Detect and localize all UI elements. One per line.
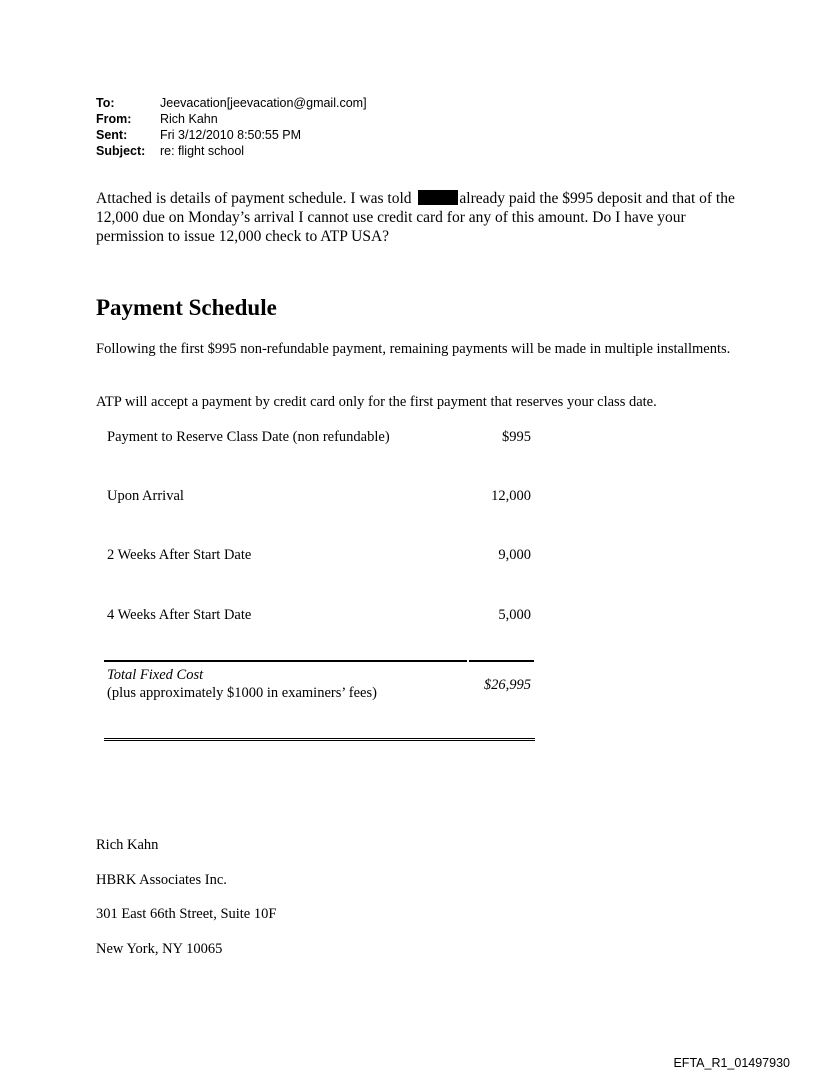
row-amount: 5,000 <box>498 607 531 623</box>
row-label: Payment to Reserve Class Date (non refundable) <box>107 429 390 445</box>
email-header <box>96 95 367 159</box>
sent-label: Sent: <box>96 128 128 142</box>
signature-address-line2: New York, NY 10065 <box>96 940 223 957</box>
total-row <box>107 666 531 702</box>
email-body <box>96 189 736 246</box>
sent-value: Fri 3/12/2010 8:50:55 PM <box>160 128 302 142</box>
row-amount: 12,000 <box>491 488 531 504</box>
subject-value: re: flight school <box>160 144 245 158</box>
row-amount: 9,000 <box>498 547 531 563</box>
total-divider-left <box>104 660 467 662</box>
subject-label: Subject: <box>96 144 146 158</box>
to-row <box>96 95 367 111</box>
table-bottom-rule <box>104 738 535 741</box>
intro-text-part1: Attached is details of payment schedule. I was told <box>96 190 412 207</box>
row-label: 4 Weeks After Start Date <box>107 607 252 623</box>
to-value: Jeevacation[jeevacation@gmail.com] <box>160 96 367 110</box>
from-value: Rich Kahn <box>160 112 218 126</box>
from-row <box>96 111 367 127</box>
schedule-title: Payment Schedule <box>96 295 277 320</box>
intro-text-part2: already paid the $995 deposit and that of the 12,000 due on Monday’s arrival I cannot use credit card for any of this amount. Do I have your permission to issue 12,000 check to ATP USA? <box>96 190 735 245</box>
total-label: Total Fixed Cost <box>107 667 204 683</box>
signature-address-line1: 301 East 66th Street, Suite 10F <box>96 906 277 922</box>
signature-name: Rich Kahn <box>96 837 159 853</box>
row-label: Upon Arrival <box>107 488 184 504</box>
signature-company: HBRK Associates Inc. <box>96 871 227 888</box>
schedule-paragraph-1: Following the first $995 non-refundable payment, remaining payments will be made in multiple installments. <box>96 341 731 357</box>
from-label: From: <box>96 112 132 126</box>
signature-block <box>96 828 276 966</box>
subject-row <box>96 143 367 159</box>
total-amount: $26,995 <box>483 677 531 693</box>
redaction-box <box>418 190 458 205</box>
total-divider-right <box>469 660 534 662</box>
row-label: 2 Weeks After Start Date <box>107 547 252 563</box>
total-note: (plus approximately $1000 in examiners’ fees) <box>107 685 377 701</box>
row-amount: $995 <box>502 429 531 445</box>
sent-row <box>96 127 367 143</box>
schedule-paragraph-2: ATP will accept a payment by credit card only for the first payment that reserves your class date. <box>96 394 657 410</box>
intro-paragraph <box>96 189 736 246</box>
to-label: To: <box>96 96 115 110</box>
document-id: EFTA_R1_01497930 <box>673 1056 790 1070</box>
